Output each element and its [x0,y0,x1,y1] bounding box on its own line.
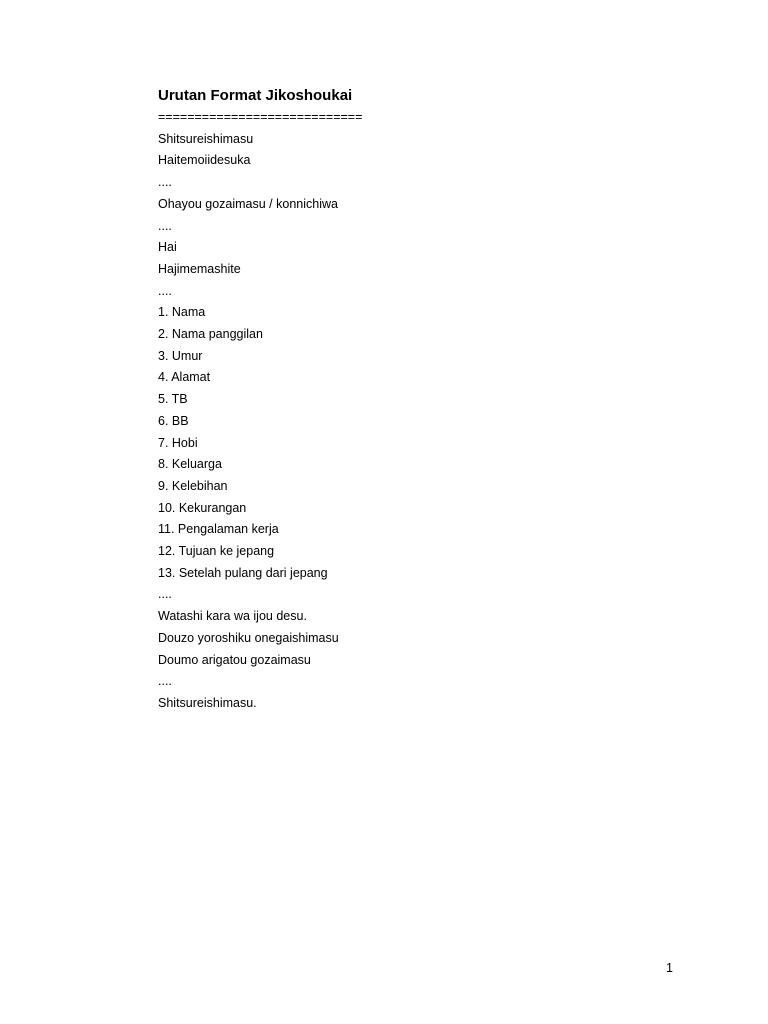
text-line: .... [158,674,172,689]
text-line: 6. BB [158,413,189,428]
text-line: Doumo arigatou gozaimasu [158,652,311,667]
text-line: 7. Hobi [158,435,198,450]
text-line: 10. Kekurangan [158,500,247,515]
text-line: .... [158,587,172,602]
document-title: Urutan Format Jikoshoukai [158,87,353,104]
text-line: 1. Nama [158,305,206,320]
text-line: Shitsureishimasu [158,131,254,146]
text-line: 5. TB [158,392,188,407]
text-line: Haitemoiidesuka [158,153,251,168]
text-line: Ohayou gozaimasu / konnichiwa [158,196,338,211]
page-number: 1 [666,961,673,975]
text-line: Hajimemashite [158,261,241,276]
text-line: .... [158,175,172,190]
text-line: ============================ [158,110,363,124]
text-line: 2. Nama panggilan [158,327,263,342]
text-line: 4. Alamat [158,370,211,385]
text-line: 3. Umur [158,348,203,363]
text-line: Watashi kara wa ijou desu. [158,609,307,624]
text-line: 13. Setelah pulang dari jepang [158,565,328,580]
text-line: 12. Tujuan ke jepang [158,544,275,559]
text-line: 11. Pengalaman kerja [158,522,279,537]
document-body [158,85,698,715]
text-line: 9. Kelebihan [158,478,228,493]
text-line: .... [158,218,172,233]
text-line: Douzo yoroshiku onegaishimasu [158,630,339,645]
text-line: Shitsureishimasu. [158,695,257,710]
text-line: .... [158,283,172,298]
document-lines [158,107,698,715]
text-line: Hai [158,240,177,255]
text-line: 8. Keluarga [158,457,222,472]
